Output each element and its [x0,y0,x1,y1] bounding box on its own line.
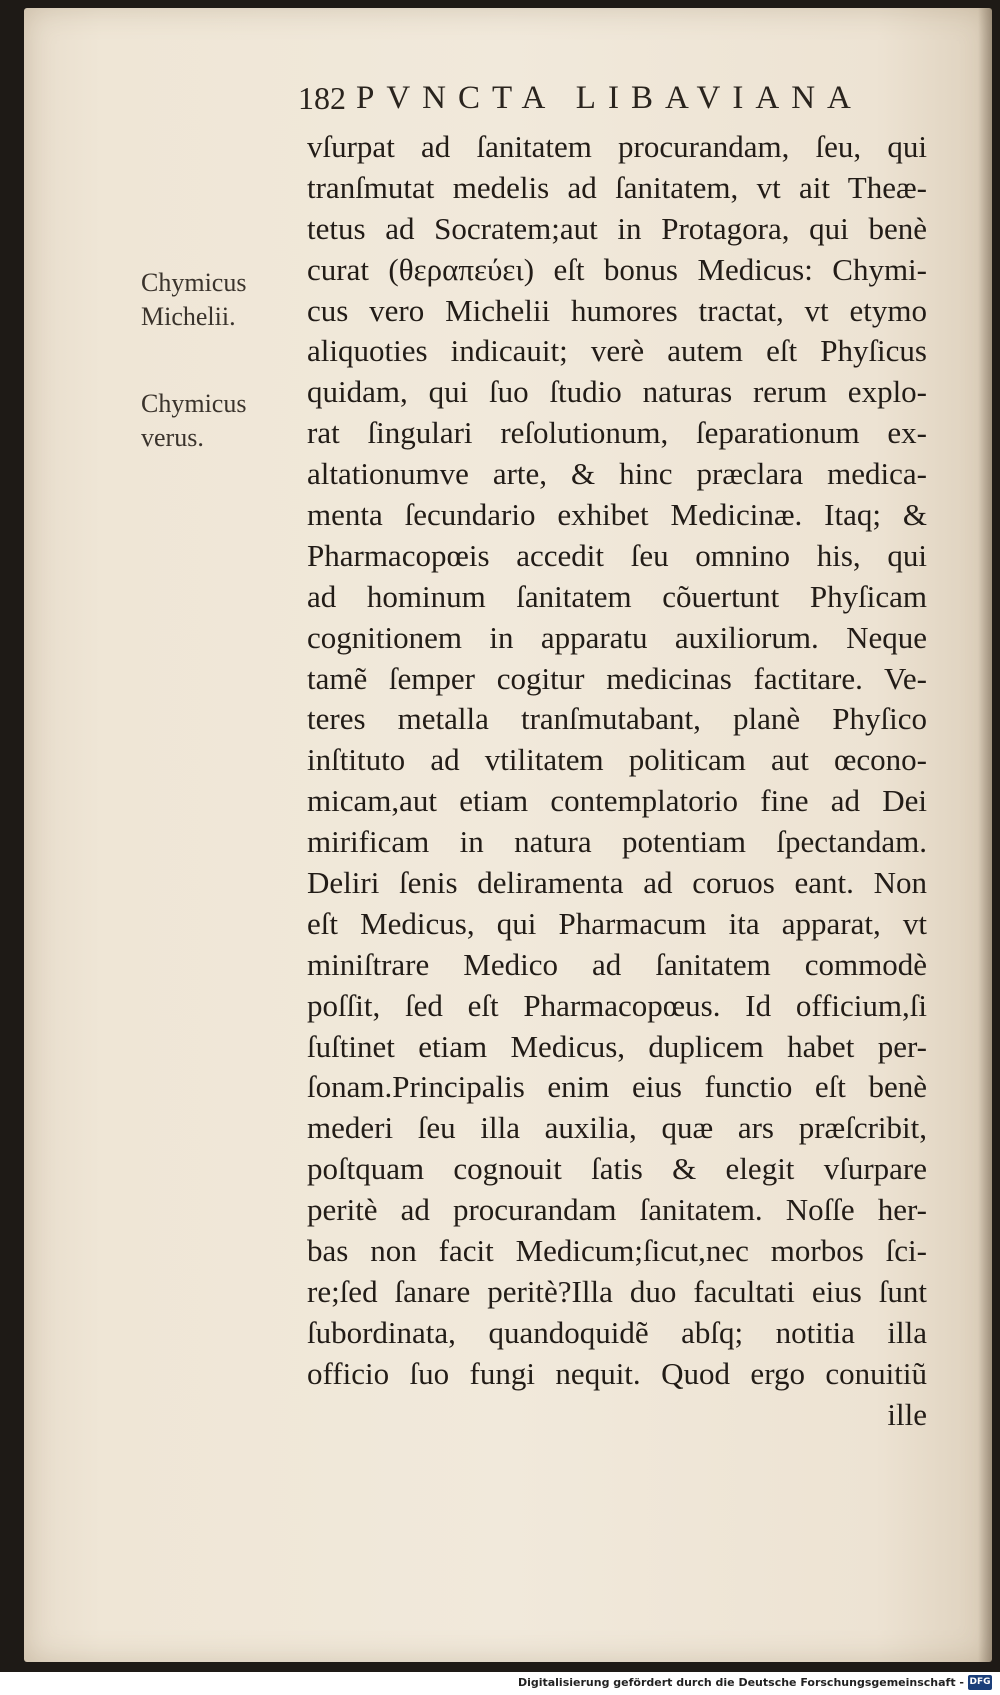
text-line: tamẽ ſemper cogitur medicinas factitare. Ve- [307,660,927,696]
text-line: tranſmutat medelis ad ſanitatem, vt ait Theæ- [307,169,927,205]
body-text [307,127,927,1436]
text-line: re;ſed ſanare peritè?Illa duo facultati eius ſunt [307,1273,927,1309]
text-line: quidam, qui ſuo ſtudio naturas rerum explo- [307,374,927,410]
page-number: 182 [298,80,346,116]
text-line: inſtituto ad vtilitatem politicam aut œcono- [307,742,927,778]
text-line: vſurpat ad ſanitatem procurandam, ſeu, qui [307,129,927,164]
text-line: bas non facit Medicum;ſicut,nec morbos ſci- [307,1233,927,1269]
text-line: ſubordinata, quandoquidẽ abſq; notitia illa [307,1314,927,1350]
margin-note-chymicus-michelii [141,266,291,334]
text-line: cus vero Michelii humores tractat, vt etymo [307,292,927,328]
margin-note-line: verus. [141,423,204,452]
margin-note-chymicus-verus [141,387,291,455]
margin-note-line: Chymicus [141,268,247,297]
margin-note-line: Michelii. [141,302,236,331]
text-line: mirificam in natura potentiam ſpectandam. [307,824,927,860]
book-page [24,8,992,1662]
catchword: ille [887,1396,927,1432]
text-line: micam,aut etiam contemplatorio fine ad Dei [307,783,927,819]
text-line: ſonam.Principalis enim eius functio eſt benè [307,1069,927,1105]
text-line: curat (θεραπεύει) eſt bonus Medicus: Chymi- [307,251,927,287]
page-edge-shadow [978,8,992,1662]
text-line: peritè ad procurandam ſanitatem. Noſſe her- [307,1192,927,1228]
funding-notice: Digitalisierung gefördert durch die Deutsche Forschungsgemeinschaft - [517,1676,964,1689]
text-line: tetus ad Socratem;aut in Protagora, qui benè [307,210,927,246]
text-line: ſuſtinet etiam Medicus, duplicem habet per- [307,1028,927,1064]
dfg-logo: DFG [968,1675,992,1690]
text-line: cognitionem in apparatu auxiliorum. Neque [307,619,927,655]
text-line: menta ſecundario exhibet Medicinæ. Itaq; & [307,497,927,533]
text-line: ad hominum ſanitatem cõuertunt Phyſicam [307,578,927,614]
text-line: teres metalla tranſmutabant, planè Phyſico [307,701,927,737]
margin-note-line: Chymicus [141,389,247,418]
text-line: rat ſingulari reſolutionum, ſeparationum ex- [307,415,927,451]
text-line: Pharmacopœis accedit ſeu omnino his, qui [307,537,927,573]
running-head [298,76,918,120]
text-line: aliquoties indicauit; verè autem eſt Phyſicus [307,333,927,369]
text-line: Deliri ſenis deliramenta ad coruos eant. Non [307,865,927,901]
running-head-title: PVNCTA LIBAVIANA [356,80,863,116]
text-line: poſtquam cognouit ſatis & elegit vſurpare [307,1151,927,1187]
digitization-footer [0,1672,1000,1695]
text-line: poſſit, ſed eſt Pharmacopœus. Id officium,ſi [307,987,927,1023]
text-line: miniſtrare Medico ad ſanitatem commodè [307,946,927,982]
text-line: eſt Medicus, qui Pharmacum ita apparat, vt [307,905,927,941]
text-line: officio ſuo fungi nequit. Quod ergo conuitiũ [307,1355,927,1391]
text-line: altationumve arte, & hinc præclara medica- [307,456,927,492]
text-line: mederi ſeu illa auxilia, quæ ars præſcribit, [307,1110,927,1146]
